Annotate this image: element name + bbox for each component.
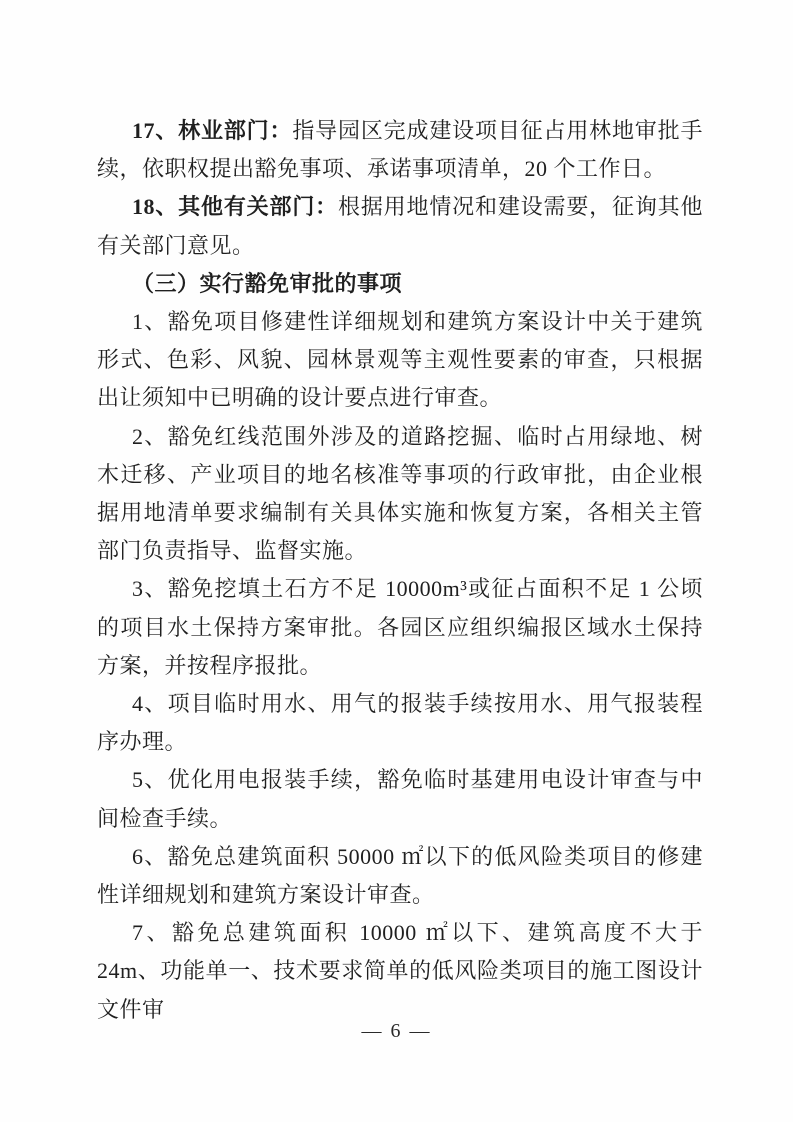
paragraph-text: 指导园区完成建设项目征占用林地审批手续，依职权提出豁免事项、承诺事项清单，20 个工作日。 — [97, 118, 703, 182]
paragraph-other-depts-18 — [97, 188, 703, 264]
exemption-item-6: 6、豁免总建筑面积 50000 ㎡以下的低风险类项目的修建性详细规划和建筑方案设计审查。 — [97, 843, 703, 908]
page-footer — [0, 1020, 793, 1043]
document-body — [97, 112, 703, 1029]
exemption-item-5: 5、优化用电报装手续，豁免临时基建用电设计审查与中间检查手续。 — [97, 767, 703, 831]
section-heading-exemption-items: （三）实行豁免审批的事项 — [132, 270, 403, 296]
paragraph-lead-bold: 17、林业部门： — [132, 118, 293, 143]
exemption-item-7: 7、豁免总建筑面积 10000 ㎡以下、建筑高度不大于 24m、功能单一、技术要求简单的低风险类项目的施工图设计文件审 — [97, 920, 703, 1022]
paragraph-lead-bold: 18、其他有关部门： — [132, 194, 338, 220]
page-number-label: — 6 — — [361, 1020, 432, 1042]
exemption-item-4: 4、项目临时用水、用气的报装手续按用水、用气报装程序办理。 — [97, 691, 703, 755]
paragraph-forestry-dept-17 — [97, 112, 703, 188]
exemption-item-1: 1、豁免项目修建性详细规划和建筑方案设计中关于建筑形式、色彩、风貌、园林景观等主观性要素的审查，只根据出让须知中已明确的设计要点进行审查。 — [97, 309, 703, 411]
paragraph-text: 根据用地情况和建设需要，征询其他有关部门意见。 — [97, 194, 703, 258]
exemption-item-2: 2、豁免红线范围外涉及的道路挖掘、临时占用绿地、树木迁移、产业项目的地名核准等事项的行政审批，由企业根据用地清单要求编制有关具体实施和恢复方案，各相关主管部门负责指导、监督实施。 — [97, 423, 703, 564]
exemption-item-3: 3、豁免挖填土石方不足 10000m³或征占面积不足 1 公顷的项目水土保持方案审批。各园区应组织编报区域水土保持方案，并按程序报批。 — [97, 576, 703, 678]
